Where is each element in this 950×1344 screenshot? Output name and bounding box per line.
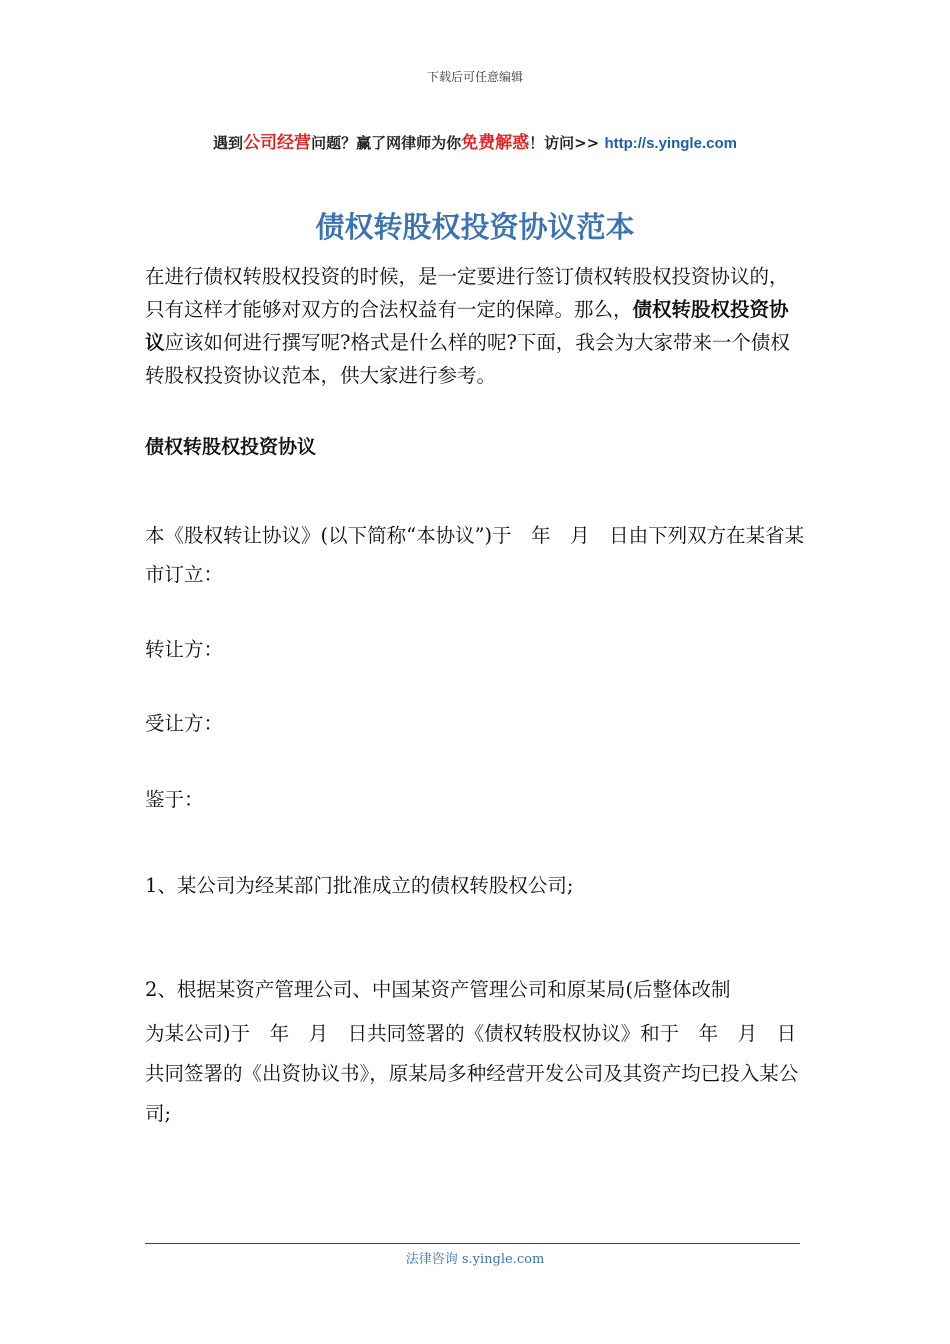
footer-text: 法律咨询 s.yingle.com [405, 1252, 545, 1267]
footer-divider [145, 1243, 800, 1244]
clause-2-line-1: 2、根据某资产管理公司、中国某资产管理公司和原某局(后整体改制 [145, 978, 731, 1001]
intro-bold-keyword[interactable]: 债权转股权投资协议 [145, 298, 789, 354]
header-note: 下载后可任意编辑 [426, 70, 523, 84]
section-subheading: 债权转股权投资协议 [145, 436, 317, 458]
promo-link[interactable]: http://s.yingle.com [604, 135, 737, 152]
promo-text-3: ！访问>> [529, 134, 605, 152]
promo-highlight-company: 公司经营 [243, 133, 312, 153]
promo-text-1: 遇到 [213, 134, 244, 152]
promo-text-2: 问题？赢了网律师为你 [311, 134, 462, 152]
intro-paragraph [145, 260, 805, 392]
promo-banner [0, 128, 950, 153]
agreement-preamble: 本《股权转让协议》(以下简称“本协议”)于 年 月 日由下列双方在某省某市订立： [145, 524, 805, 586]
clause-2-continued: 为某公司)于 年 月 日共同签署的《债权转股权协议》和于 年 月 日共同签署的《出资协议书》，原某局多种经营开发公司及其资产均已投入某公司; [145, 1022, 799, 1125]
document-title: 债权转股权投资协议范本 [315, 210, 635, 244]
intro-text-2: 应该如何进行撰写呢?格式是什么样的呢?下面，我会为大家带来一个债权转股权投资协议范本，供大家进行参考。 [145, 331, 790, 387]
clause-1: 1、某公司为经某部门批准成立的债权转股权公司; [145, 874, 574, 897]
transferee-line: 受让方： [145, 712, 224, 735]
transferor-line: 转让方： [145, 638, 224, 661]
promo-highlight-free: 免费解惑 [461, 133, 530, 153]
intro-text-1: 在进行债权转股权投资的时候，是一定要进行签订债权转股权投资协议的，只有这样才能够对双方的合法权益有一定的保障。那么， [145, 265, 789, 321]
whereas-line: 鉴于： [145, 788, 204, 811]
